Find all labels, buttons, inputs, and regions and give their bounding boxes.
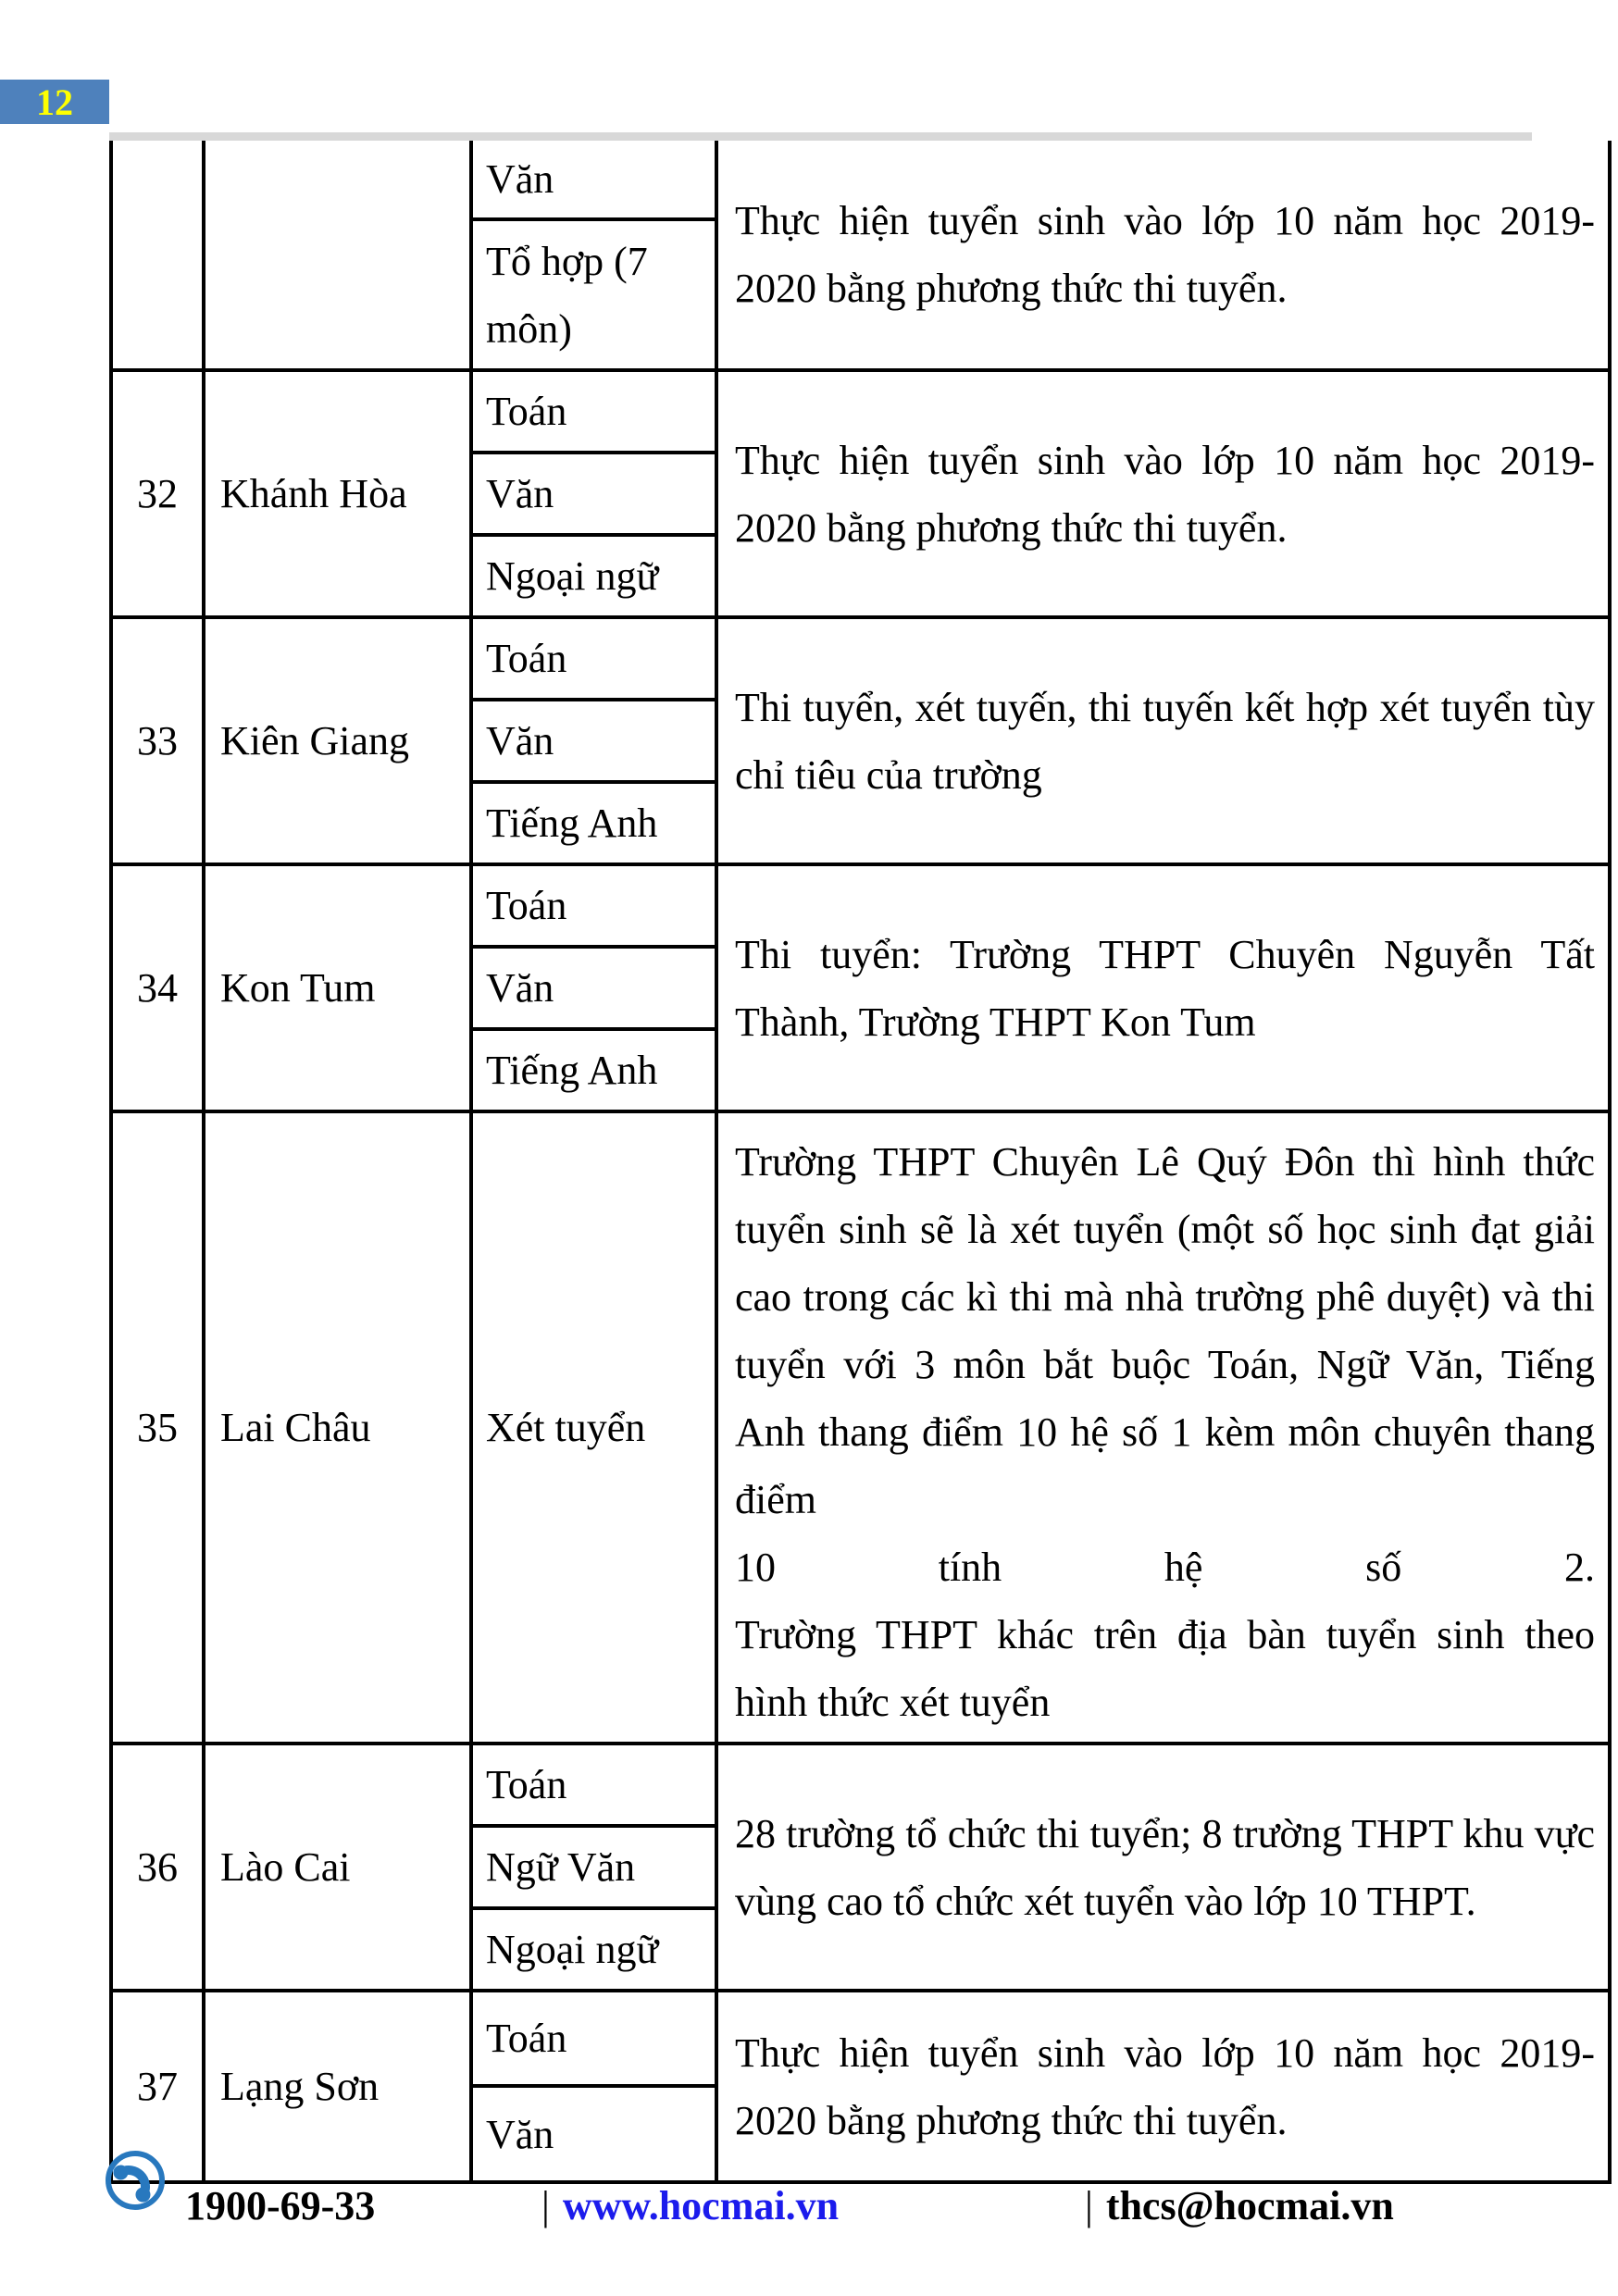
subject-cell: Toán bbox=[471, 864, 716, 947]
subject-cell: Tổ hợp (7 môn) bbox=[471, 219, 716, 370]
table-row bbox=[111, 864, 1610, 947]
subject-cell: Xét tuyển bbox=[471, 1111, 716, 1744]
description-cell: Thực hiện tuyển sinh vào lớp 10 năm học 2019-2020 bằng phương thức thi tuyển. bbox=[716, 141, 1610, 370]
website-group bbox=[541, 2182, 839, 2229]
subject-cell: Tiếng Anh bbox=[471, 782, 716, 864]
phone-icon bbox=[104, 2149, 167, 2222]
page-number: 12 bbox=[36, 81, 73, 123]
subject-cell: Toán bbox=[471, 370, 716, 453]
subject-cell: Toán bbox=[471, 1744, 716, 1826]
separator: | bbox=[541, 2183, 550, 2228]
subject-cell: Ngoại ngữ bbox=[471, 1908, 716, 1991]
table-row bbox=[111, 370, 1610, 453]
description-line: Trường THPT Chuyên Lê Quý Đôn thì hình thức tuyển sinh sẽ là xét tuyển (một số học sinh đạt giải cao trong các kì thi mà nhà trường phê duyệt) và thi tuyển với 3 môn bắt buộc Toán, Ngữ Văn, Tiếng Anh thang điểm 10 hệ số 1 kèm môn chuyên thang điểm bbox=[735, 1139, 1595, 1522]
subject-cell: Ngoại ngữ bbox=[471, 535, 716, 617]
subject-cell: Ngữ Văn bbox=[471, 1826, 716, 1908]
subject-cell: Tiếng Anh bbox=[471, 1029, 716, 1111]
province-cell bbox=[204, 141, 471, 370]
description-cell: Thi tuyển: Trường THPT Chuyên Nguyễn Tất Thành, Trường THPT Kon Tum bbox=[716, 864, 1610, 1111]
email-group bbox=[1085, 2182, 1394, 2229]
table-row bbox=[111, 617, 1610, 700]
row-number-cell: 33 bbox=[111, 617, 204, 864]
subject-cell: Toán bbox=[471, 617, 716, 700]
province-cell: Kon Tum bbox=[204, 864, 471, 1111]
subject-cell: Văn bbox=[471, 947, 716, 1029]
province-cell: Kiên Giang bbox=[204, 617, 471, 864]
table-row bbox=[111, 1744, 1610, 1826]
province-cell: Khánh Hòa bbox=[204, 370, 471, 617]
row-number-cell: 32 bbox=[111, 370, 204, 617]
province-cell: Lạng Sơn bbox=[204, 1991, 471, 2182]
table-row bbox=[111, 1991, 1610, 2086]
page-number-badge bbox=[0, 80, 109, 124]
table-row bbox=[111, 1111, 1610, 1744]
exam-table bbox=[109, 141, 1612, 2184]
hotline-number: 1900-69-33 bbox=[185, 2183, 376, 2228]
row-number-cell: 35 bbox=[111, 1111, 204, 1744]
separator: | bbox=[1085, 2183, 1093, 2228]
website-link[interactable]: www.hocmai.vn bbox=[562, 2183, 840, 2228]
description-cell: Thực hiện tuyển sinh vào lớp 10 năm học 2019-2020 bằng phương thức thi tuyển. bbox=[716, 1991, 1610, 2182]
page-footer bbox=[0, 2138, 1618, 2249]
description-cell: 28 trường tổ chức thi tuyển; 8 trường THPT khu vực vùng cao tổ chức xét tuyển vào lớp 10 THPT. bbox=[716, 1744, 1610, 1991]
province-cell: Lào Cai bbox=[204, 1744, 471, 1991]
province-cell: Lai Châu bbox=[204, 1111, 471, 1744]
row-number-cell: 34 bbox=[111, 864, 204, 1111]
subject-cell: Văn bbox=[471, 2086, 716, 2182]
description-cell: Thực hiện tuyển sinh vào lớp 10 năm học 2019-2020 bằng phương thức thi tuyển. bbox=[716, 370, 1610, 617]
description-line: 10 tính hệ số 2. bbox=[735, 1545, 1595, 1590]
subject-cell: Văn bbox=[471, 453, 716, 535]
description-line: Trường THPT khác trên địa bàn tuyển sinh theo hình thức xét tuyển bbox=[735, 1612, 1595, 1725]
table-top-border bbox=[109, 132, 1532, 141]
description-cell: Thi tuyển, xét tuyến, thi tuyến kết hợp xét tuyển tùy chỉ tiêu của trường bbox=[716, 617, 1610, 864]
row-number-cell: 37 bbox=[111, 1991, 204, 2182]
subject-cell: Văn bbox=[471, 141, 716, 219]
exam-table-wrapper bbox=[109, 141, 1595, 2184]
table-row bbox=[111, 141, 1610, 219]
subject-cell: Toán bbox=[471, 1991, 716, 2086]
email-address: thcs@hocmai.vn bbox=[1105, 2183, 1394, 2228]
row-number-cell bbox=[111, 141, 204, 370]
description-cell bbox=[716, 1111, 1610, 1744]
row-number-cell: 36 bbox=[111, 1744, 204, 1991]
subject-cell: Văn bbox=[471, 700, 716, 782]
